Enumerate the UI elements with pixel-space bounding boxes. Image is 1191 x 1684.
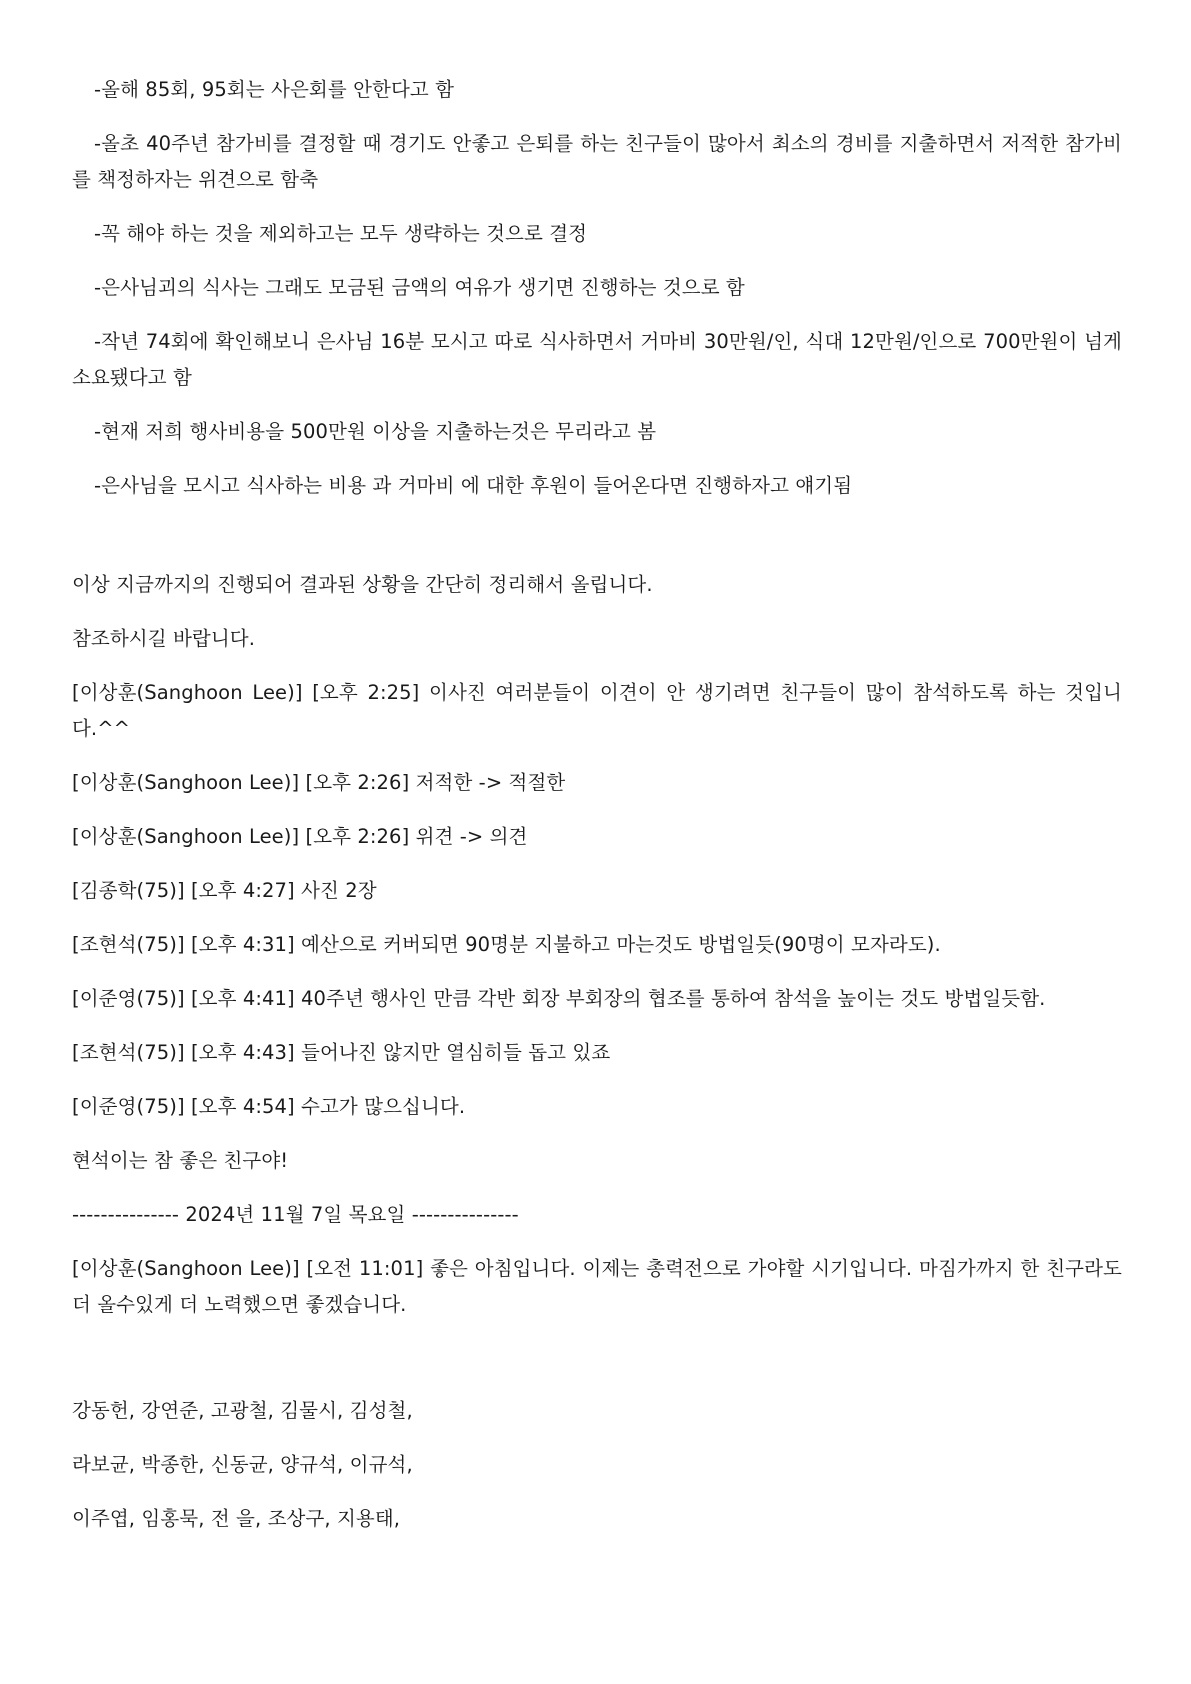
chat-message: [이상훈(Sanghoon Lee)] [오전 11:01] 좋은 아침입니다. 이제는 총력전으로 가야할 시기입니다. 마짐가까지 한 친구라도 더 올수있게 더 노력했으면 좋겠습니다.	[72, 1257, 1122, 1316]
bullet-item: -현재 저희 행사비용을 500만원 이상을 지출하는것은 무리라고 봄	[94, 420, 657, 443]
chat-message: 현석이는 참 좋은 친구야!	[72, 1149, 289, 1172]
name-row: 라보균, 박종한, 신동균, 양규석, 이규석,	[72, 1453, 413, 1476]
summary-line: 참조하시길 바랍니다.	[72, 627, 256, 650]
bullet-list	[72, 72, 1122, 504]
chat-message: [이상훈(Sanghoon Lee)] [오후 2:26] 위견 -> 의견	[72, 825, 528, 848]
name-list	[72, 1393, 1122, 1537]
message-list	[72, 675, 1122, 1179]
spacer	[72, 1341, 1122, 1393]
chat-message: [이준영(75)] [오후 4:41] 40주년 행사인 만큼 각반 회장 부회장의 협조를 통하여 참석을 높이는 것도 방법일듯함.	[72, 987, 1046, 1010]
chat-message: [이상훈(Sanghoon Lee)] [오후 2:25] 이사진 여러분들이 이견이 안 생기려면 친구들이 많이 참석하도록 하는 것입니다.^^	[72, 681, 1122, 740]
spacer	[72, 522, 1122, 567]
chat-message: [조현석(75)] [오후 4:43] 들어나진 않지만 열심히들 돕고 있죠	[72, 1041, 611, 1064]
bullet-item: -꼭 해야 하는 것을 제외하고는 모두 생략하는 것으로 결정	[94, 222, 588, 245]
bullet-item: -올해 85회, 95회는 사은회를 안한다고 함	[94, 78, 455, 101]
bullet-item: -올초 40주년 참가비를 결정할 때 경기도 안좋고 은퇴를 하는 친구들이 많아서 최소의 경비를 지출하면서 저적한 참가비를 책정하자는 위견으로 함축	[72, 132, 1122, 191]
bullet-item: -작년 74회에 확인해보니 은사님 16분 모시고 따로 식사하면서 거마비 30만원/인, 식대 12만원/인으로 700만원이 넘게 소요됐다고 함	[72, 330, 1122, 389]
bullet-item: -은사님괴의 식사는 그래도 모금된 금액의 여유가 생기면 진행하는 것으로 함	[94, 276, 745, 299]
chat-message: [이준영(75)] [오후 4:54] 수고가 많으십니다.	[72, 1095, 466, 1118]
name-row: 이주엽, 임홍묵, 전 을, 조상구, 지용태,	[72, 1507, 401, 1530]
chat-message: [조현석(75)] [오후 4:31] 예산으로 커버되면 90명분 지불하고 마는것도 방법일듯(90명이 모자라도).	[72, 933, 941, 956]
date-separator: --------------- 2024년 11월 7일 목요일 ---------------	[72, 1203, 519, 1226]
chat-message: [이상훈(Sanghoon Lee)] [오후 2:26] 저적한 -> 적절한	[72, 771, 566, 794]
bullet-item: -은사님을 모시고 식사하는 비용 과 거마비 에 대한 후원이 들어온다면 진행하자고 얘기됨	[94, 474, 853, 497]
document-page	[72, 72, 1122, 1555]
name-row: 강동헌, 강연준, 고광철, 김물시, 김성철,	[72, 1399, 413, 1422]
summary-line: 이상 지금까지의 진행되어 결과된 상황을 간단히 정리해서 올립니다.	[72, 573, 653, 596]
chat-message: [김종학(75)] [오후 4:27] 사진 2장	[72, 879, 377, 902]
